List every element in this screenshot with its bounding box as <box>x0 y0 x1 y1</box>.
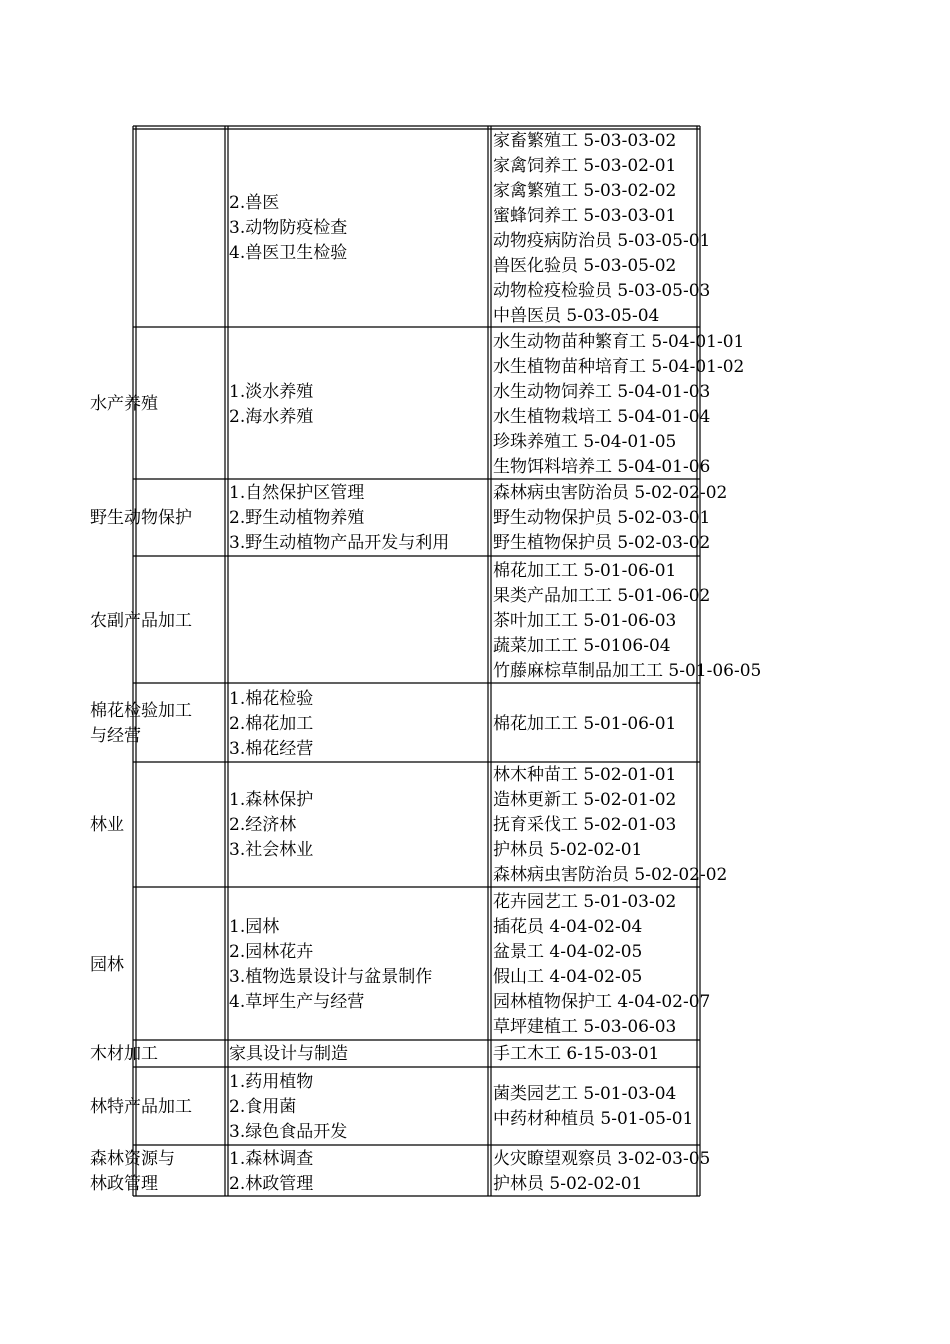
occupation-item: 蔬菜加工工 5-0106-04 <box>493 635 671 656</box>
occupation-cell <box>493 1147 710 1196</box>
specialty-item: 2.经济林 <box>229 815 297 835</box>
specialty-item: 2.海水养殖 <box>229 406 314 427</box>
category-label: 野生动物保护 <box>90 508 192 528</box>
category-cell <box>90 1042 158 1067</box>
category-label: 林业 <box>90 815 124 835</box>
occupation-cell <box>493 1069 693 1145</box>
specialty-cell <box>229 1069 347 1145</box>
specialty-item: 3.绿色食品开发 <box>229 1121 348 1142</box>
occupation-item: 动物疫病防治员 5-03-05-01 <box>493 230 711 251</box>
specialty-item: 1.园林 <box>229 917 280 937</box>
occupation-item: 野生植物保护员 5-02-03-02 <box>493 533 711 553</box>
occupation-cell <box>493 1042 659 1067</box>
category-label: 林政管理 <box>90 1173 158 1194</box>
occupation-item: 家畜繁殖工 5-03-03-02 <box>493 130 677 151</box>
occupation-item: 茶叶加工工 5-01-06-03 <box>493 610 677 631</box>
occupation-item: 菌类园艺工 5-01-03-04 <box>493 1084 677 1104</box>
specialty-cell <box>229 890 432 1040</box>
category-label: 木材加工 <box>90 1044 158 1064</box>
specialty-item: 2.林政管理 <box>229 1173 314 1194</box>
occupation-item: 插花员 4-04-02-04 <box>493 917 643 937</box>
occupation-item: 蜜蜂饲养工 5-03-03-01 <box>493 205 677 226</box>
occupation-item: 火灾瞭望观察员 3-02-03-05 <box>493 1148 711 1169</box>
occupation-item: 动物检疫检验员 5-03-05-03 <box>493 280 711 301</box>
category-label: 与经营 <box>90 726 141 746</box>
specialty-item: 1.森林保护 <box>229 790 314 810</box>
occupation-cell <box>493 481 727 556</box>
occupation-item: 园林植物保护工 4-04-02-07 <box>493 992 711 1012</box>
category-cell <box>90 1069 192 1145</box>
specialty-cell <box>229 1042 348 1067</box>
specialty-item: 3.野生动植物产品开发与利用 <box>229 533 450 553</box>
occupation-item: 野生动物保护员 5-02-03-01 <box>493 508 711 528</box>
specialty-item: 2.野生动植物养殖 <box>229 508 365 528</box>
specialty-item: 2.兽医 <box>229 193 280 213</box>
specialty-item: 4.兽医卫生检验 <box>229 243 348 263</box>
occupation-item: 水生动物饲养工 5-04-01-03 <box>493 381 711 402</box>
category-cell <box>90 481 192 556</box>
occupation-item: 中兽医员 5-03-05-04 <box>493 305 660 326</box>
occupation-item: 水生动物苗种繁育工 5-04-01-01 <box>493 331 745 352</box>
specialty-item: 4.草坪生产与经营 <box>229 992 365 1012</box>
occupation-item: 棉花加工工 5-01-06-01 <box>493 560 677 581</box>
occupation-item: 果类产品加工工 5-01-06-02 <box>493 585 711 606</box>
category-label: 水产养殖 <box>90 394 158 414</box>
specialty-cell <box>229 686 313 762</box>
occupation-cell <box>493 559 761 683</box>
category-cell <box>90 1147 175 1196</box>
occupation-item: 水生植物苗种培育工 5-04-01-02 <box>493 356 745 377</box>
occupation-item: 林木种苗工 5-02-01-01 <box>493 765 677 785</box>
occupation-cell <box>493 330 744 479</box>
specialty-cell <box>229 130 347 327</box>
specialty-item: 1.棉花检验 <box>229 688 314 709</box>
category-label: 森林资源与 <box>90 1148 175 1169</box>
occupation-item: 森林病虫害防治员 5-02-02-02 <box>493 483 728 503</box>
specialty-item: 家具设计与制造 <box>229 1044 348 1064</box>
occupation-item: 中药材种植员 5-01-05-01 <box>493 1109 694 1129</box>
occupation-cell <box>493 130 710 327</box>
specialty-item: 3.棉花经营 <box>229 738 314 759</box>
category-cell <box>90 764 124 887</box>
occupation-item: 花卉园艺工 5-01-03-02 <box>493 892 677 912</box>
occupation-cell <box>493 890 710 1040</box>
specialty-cell <box>229 1147 313 1196</box>
occupation-item: 护林员 5-02-02-01 <box>493 840 643 860</box>
category-cell <box>90 330 158 479</box>
occupation-item: 水生植物栽培工 5-04-01-04 <box>493 406 711 427</box>
occupation-item: 手工木工 6-15-03-01 <box>493 1044 660 1064</box>
category-cell <box>90 559 192 683</box>
category-label: 农副产品加工 <box>90 610 192 631</box>
occupation-item: 竹藤麻棕草制品加工工 5-01-06-05 <box>493 660 762 681</box>
occupation-item: 珍珠养殖工 5-04-01-05 <box>493 431 677 452</box>
occupation-item: 棉花加工工 5-01-06-01 <box>493 713 677 734</box>
occupation-item: 盆景工 4-04-02-05 <box>493 942 643 962</box>
specialty-item: 2.园林花卉 <box>229 942 314 962</box>
specialty-cell <box>229 330 313 479</box>
occupation-item: 兽医化验员 5-03-05-02 <box>493 255 677 276</box>
category-cell <box>90 686 192 762</box>
specialty-item: 1.自然保护区管理 <box>229 483 365 503</box>
specialty-item: 3.植物选景设计与盆景制作 <box>229 967 433 987</box>
occupation-cell <box>493 686 676 762</box>
specialty-item: 1.药用植物 <box>229 1071 314 1092</box>
specialty-cell <box>229 481 449 556</box>
specialty-item: 2.棉花加工 <box>229 713 314 734</box>
occupation-item: 抚育采伐工 5-02-01-03 <box>493 815 677 835</box>
occupation-item: 家禽饲养工 5-03-02-01 <box>493 155 677 176</box>
occupation-item: 森林病虫害防治员 5-02-02-02 <box>493 865 728 885</box>
category-label: 园林 <box>90 954 124 975</box>
occupation-item: 护林员 5-02-02-01 <box>493 1173 643 1194</box>
occupation-item: 造林更新工 5-02-01-02 <box>493 790 677 810</box>
occupation-item: 家禽繁殖工 5-03-02-02 <box>493 180 677 201</box>
specialty-item: 3.动物防疫检查 <box>229 218 348 238</box>
occupation-cell <box>493 764 727 887</box>
specialty-item: 1.淡水养殖 <box>229 381 314 402</box>
specialty-item: 2.食用菌 <box>229 1096 297 1117</box>
category-cell <box>90 890 124 1040</box>
category-label: 棉花检验加工 <box>90 701 192 721</box>
specialty-cell <box>229 764 313 887</box>
category-label: 林特产品加工 <box>90 1096 192 1117</box>
occupation-item: 假山工 4-04-02-05 <box>493 967 643 987</box>
occupation-item: 草坪建植工 5-03-06-03 <box>493 1017 677 1037</box>
occupation-item: 生物饵料培养工 5-04-01-06 <box>493 456 711 477</box>
specialty-item: 3.社会林业 <box>229 840 314 860</box>
specialty-item: 1.森林调查 <box>229 1148 314 1169</box>
